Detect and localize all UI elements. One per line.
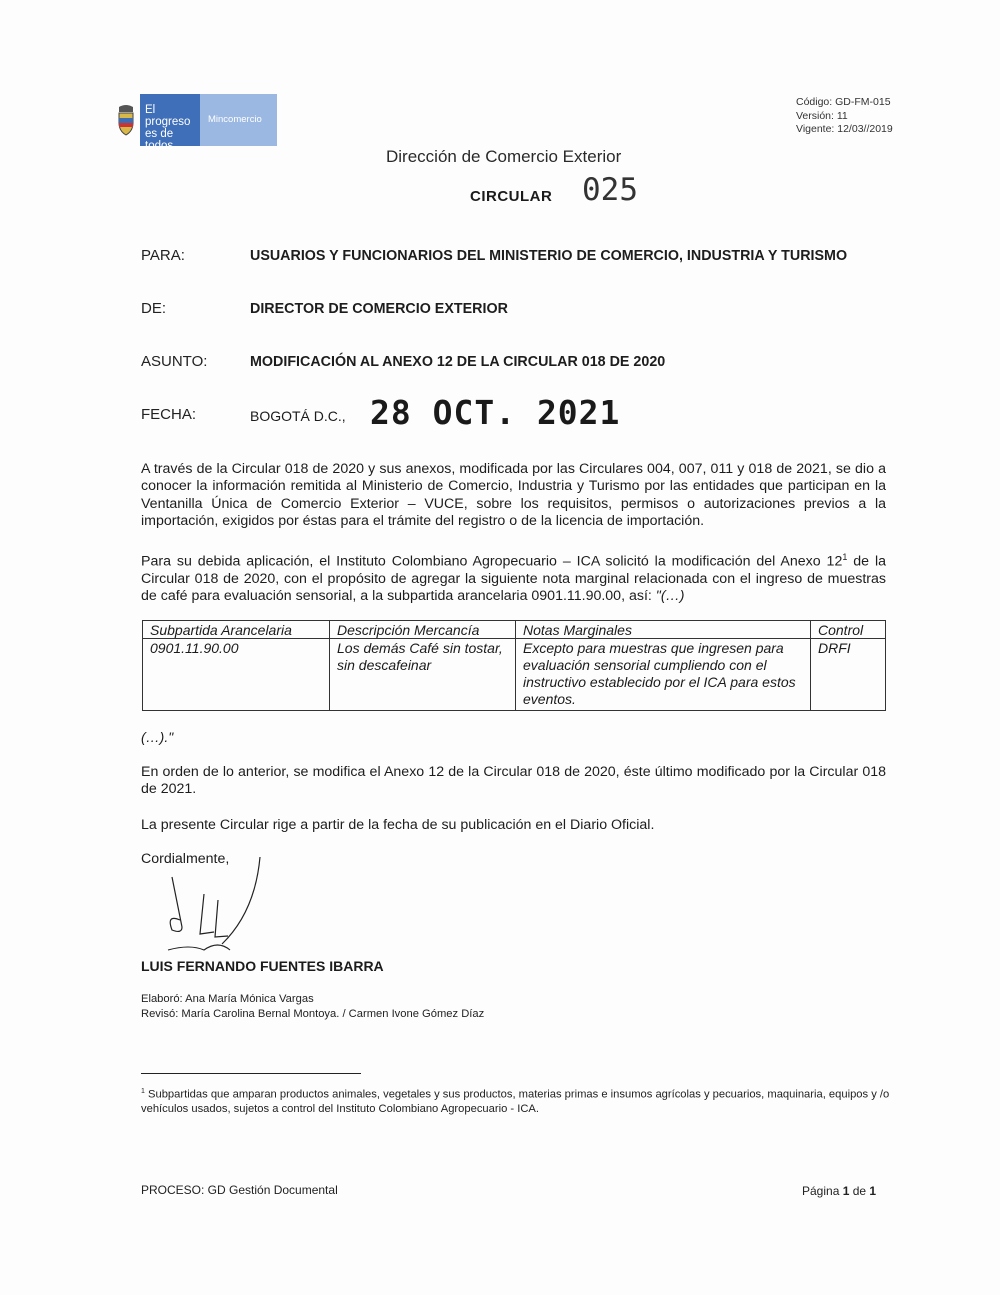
para-label: PARA: <box>141 247 185 264</box>
page-number <box>802 1184 876 1198</box>
paragraph-4: La presente Circular rige a partir de la fecha de su publicación en el Diario Oficial. <box>141 817 655 833</box>
footnote-mark: 1 <box>141 1088 145 1095</box>
table-cell: 0901.11.90.00 <box>143 639 330 711</box>
closing: Cordialmente, <box>141 851 230 867</box>
de-value: DIRECTOR DE COMERCIO EXTERIOR <box>250 301 508 317</box>
department-title: Dirección de Comercio Exterior <box>386 147 622 166</box>
paragraph-2-text-b: de la Circular 018 de 2020, con el propósito de agregar la siguiente nota marginal relacionada con el ingreso de muestras de café para evaluación sensorial, a la subpartida arancelaria 0901.11.90.00, así: <box>141 553 886 605</box>
version: Versión: 11 <box>796 109 848 122</box>
signer-name: LUIS FERNANDO FUENTES IBARRA <box>141 958 384 974</box>
footnote <box>141 1085 891 1116</box>
logo-slogan: El progreso es de todos <box>140 94 200 146</box>
elaboro: Elaboró: Ana María Mónica Vargas <box>141 993 314 1005</box>
quote-open: "(…) <box>655 588 685 605</box>
footnote-ref: 1 <box>842 552 848 562</box>
circular-label: CIRCULAR <box>470 188 553 205</box>
de-label: DE: <box>141 300 167 317</box>
handwritten-signature <box>160 852 280 967</box>
table-cell: Los demás Café sin tostar, sin descafeinar <box>330 639 516 711</box>
logo-ministry: Mincomercio <box>200 94 277 146</box>
vigente: Vigente: 12/03//2019 <box>796 123 893 135</box>
tariff-table <box>142 620 886 711</box>
table-cell: Excepto para muestras que ingresen para evaluación sensorial cumpliendo con el instructivo establecido por el ICA para estos eventos. <box>516 639 811 711</box>
paragraph-2 <box>141 549 886 606</box>
para-value: USUARIOS Y FUNCIONARIOS DEL MINISTERIO DE COMERCIO, INDUSTRIA Y TURISMO <box>250 248 848 264</box>
codigo: Código: GD-FM-015 <box>796 96 891 108</box>
table-header: Subpartida Arancelaria <box>143 621 330 639</box>
quote-close: (…)." <box>141 729 174 745</box>
circular-number: 025 <box>582 172 638 208</box>
asunto-label: ASUNTO: <box>141 353 208 370</box>
document-code-box <box>796 96 893 137</box>
mincomercio-logo <box>112 94 277 152</box>
reviso: Revisó: María Carolina Bernal Montoya. / Carmen Ivone Gómez Díaz <box>141 1008 485 1020</box>
table-cell: DRFI <box>811 639 886 711</box>
table-row <box>143 639 886 711</box>
page-total: 1 <box>869 1184 877 1198</box>
fecha-label: FECHA: <box>141 406 197 423</box>
table-header: Descripción Mercancía <box>330 621 516 639</box>
fecha-place: BOGOTÁ D.C., <box>250 408 346 424</box>
footnote-text: Subpartidas que amparan productos animales, vegetales y sus productos, materias primas e insumos agrícolas y pecuarios, maquinaria, equipos y /o vehículos usados, sujetos a control del Instituto Colombiano Agropecuario - ICA. <box>141 1088 890 1115</box>
date-stamp: 28 OCT. 2021 <box>370 393 621 432</box>
page-mid: de <box>849 1184 870 1198</box>
footnote-divider <box>141 1073 361 1074</box>
footer-process: PROCESO: GD Gestión Documental <box>141 1183 338 1197</box>
page-prefix: Página <box>802 1184 843 1198</box>
table-header-row <box>143 621 886 639</box>
paragraph-3: En orden de lo anterior, se modifica el Anexo 12 de la Circular 018 de 2020, éste último modificado por la Circular 018 de 2021. <box>141 764 886 798</box>
coat-of-arms-icon <box>112 94 140 146</box>
table-header: Control <box>811 621 886 639</box>
paragraph-2-text-a: Para su debida aplicación, el Instituto Colombiano Agropecuario – ICA solicitó la modificación del Anexo 12 <box>141 553 843 570</box>
asunto-value: MODIFICACIÓN AL ANEXO 12 DE LA CIRCULAR 018 DE 2020 <box>250 354 666 370</box>
table-header: Notas Marginales <box>516 621 811 639</box>
page-current: 1 <box>842 1184 850 1198</box>
paragraph-1: A través de la Circular 018 de 2020 y sus anexos, modificada por las Circulares 004, 007, 011 y 018 de 2021, se dio a conocer la información remitida al Ministerio de Comercio, Industria y Turismo por las entidades que participan en la Ventanilla Única de Comercio Exterior – VUCE, sobre los requisitos, permisos o autorizaciones previos a la importación, exigidos por éstas para el trámite del registro o de la licencia de importación. <box>141 461 886 529</box>
